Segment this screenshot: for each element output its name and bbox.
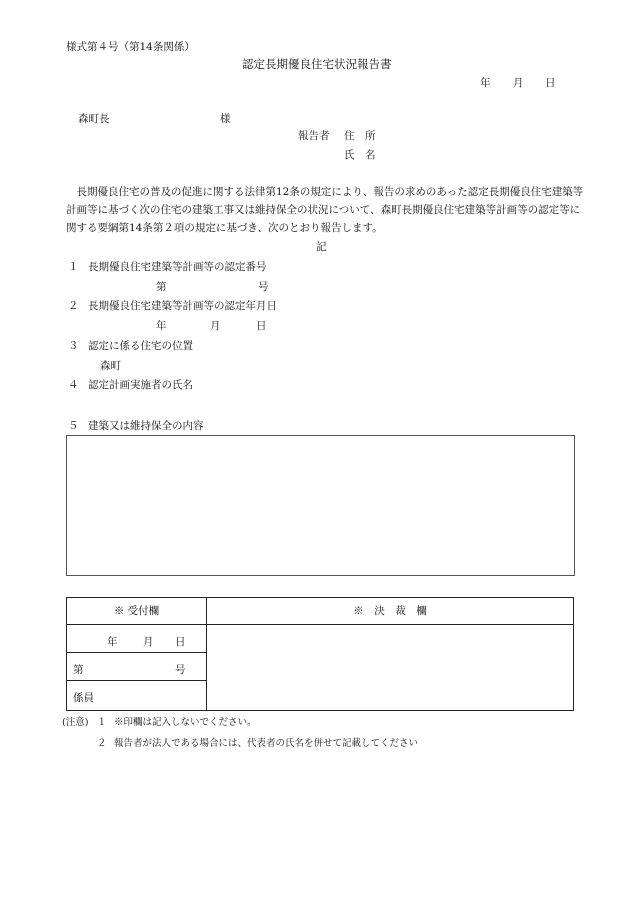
item-2-label: 長期優良住宅建築等計画等の認定年月日: [88, 300, 277, 312]
reporter-address-label: 住 所: [344, 130, 376, 142]
reception-date-row[interactable]: [67, 625, 207, 653]
item-2-year: 年: [156, 320, 167, 332]
item-5-label: 建築又は維持保全の内容: [88, 420, 204, 432]
note-1-text: ※印欄は記入しないでください。: [114, 717, 257, 728]
item-2-day: 日: [256, 320, 267, 332]
item-2-month: 月: [210, 320, 221, 332]
decision-header: ※ 決 裁 欄: [207, 598, 573, 625]
date-year-label: 年: [480, 77, 491, 89]
notes-label: (注意): [62, 717, 89, 728]
content-entry-box[interactable]: [66, 435, 575, 576]
item-4-number: ４: [68, 379, 79, 391]
addressee-honorific: 様: [220, 113, 231, 125]
report-body-text: [66, 183, 586, 237]
ki-heading: 記: [316, 241, 327, 253]
reception-staff-label: 係員: [73, 692, 94, 704]
form-number: 様式第４号（第14条関係）: [66, 41, 195, 53]
item-2-number: ２: [68, 300, 79, 312]
item-1-go: 号: [258, 281, 269, 293]
reception-staff-row[interactable]: [67, 681, 207, 710]
note-1-number: １: [97, 717, 107, 728]
reporter-name-label: 氏 名: [344, 149, 376, 161]
note-2-text: 報告者が法人である場合には、代表者の氏名を併せて記載してください: [114, 738, 419, 749]
report-body-text-content: 長期優良住宅の普及の促進に関する法律第12条の規定により、報告の求めのあった認定長期優良住宅建築等計画等に基づく次の住宅の建築工事又は維持保全の状況について、森町長期優良住宅建築等計画等の認定等に関する要綱第14条第２項の規定に基づき、次のとおり報告します。: [66, 186, 584, 234]
date-day-label: 日: [545, 77, 556, 89]
reception-day-label: 日: [175, 636, 186, 648]
decision-cell[interactable]: [207, 625, 573, 710]
reception-go-label: 号: [175, 664, 186, 676]
item-1-dai: 第: [156, 281, 167, 293]
item-5-number: ５: [68, 420, 79, 432]
item-4-label: 認定計画実施者の氏名: [88, 379, 193, 391]
reception-dai-label: 第: [73, 664, 84, 676]
item-3-label: 認定に係る住宅の位置: [88, 340, 193, 352]
reception-year-label: 年: [107, 636, 118, 648]
addressee-name: 森町長: [78, 113, 110, 125]
reception-number-row[interactable]: [67, 653, 207, 681]
date-month-label: 月: [513, 77, 524, 89]
reporter-label: 報告者: [298, 130, 330, 142]
item-1-number: １: [68, 261, 79, 273]
reception-month-label: 月: [143, 636, 154, 648]
item-1-label: 長期優良住宅建築等計画等の認定番号: [88, 261, 267, 273]
note-2-number: ２: [97, 738, 107, 749]
item-3-number: ３: [68, 340, 79, 352]
page-title: 認定長期優良住宅状況報告書: [242, 57, 392, 71]
reception-header: ※ 受付欄: [67, 598, 207, 625]
office-use-table: [66, 597, 574, 711]
item-3-place: 森町: [100, 360, 121, 372]
